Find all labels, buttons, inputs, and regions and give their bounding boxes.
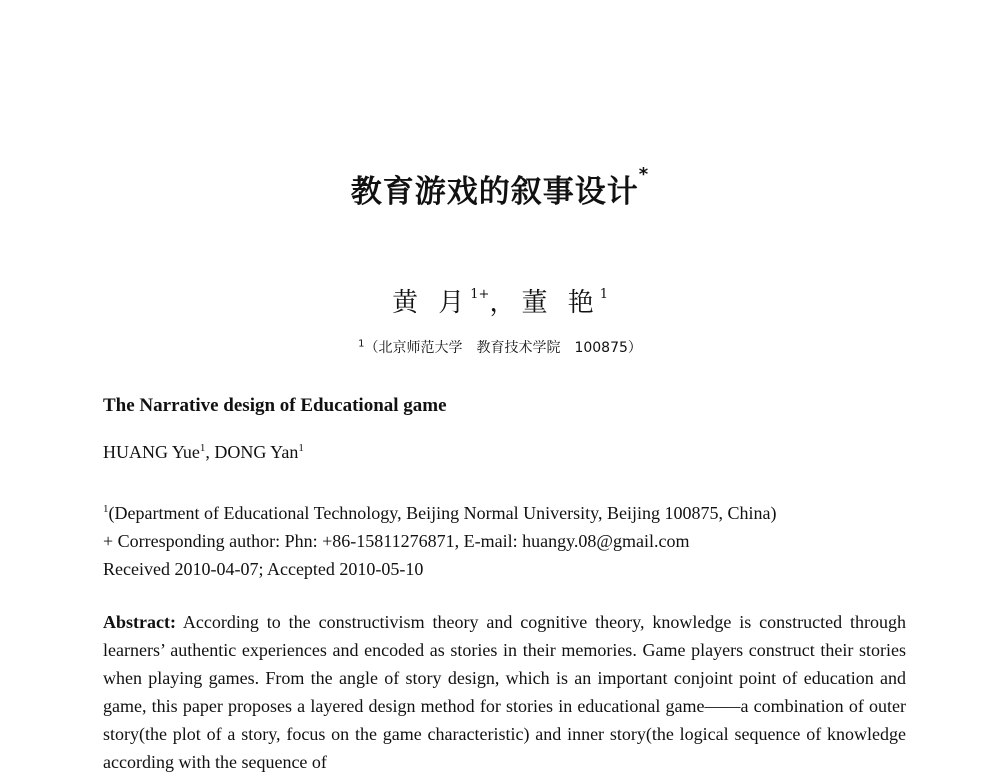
title-zh-text: 教育游戏的叙事设计 — [350, 174, 639, 210]
affiliation-en-text: (Department of Educational Technology, Beijing Normal University, Beijing 100875, China) — [108, 503, 777, 523]
author-zh-separator: ， — [489, 288, 522, 318]
title-footnote-marker: * — [638, 164, 650, 185]
authors-zh — [0, 282, 1000, 319]
paper-title-en: The Narrative design of Educational game — [103, 395, 447, 416]
author-en-name: DONG Yan — [214, 442, 299, 462]
abstract-label: Abstract: — [103, 612, 176, 632]
affiliation-zh-open: （ — [364, 340, 379, 356]
paper-title-zh — [0, 166, 1000, 211]
affiliation-zh-school: 教育技术学院 — [476, 340, 561, 356]
author-zh-name: 董 艳 — [521, 288, 600, 318]
author-en-separator: , — [205, 442, 215, 462]
author-zh-name: 黄 月 — [392, 288, 471, 318]
affiliation-zh-close: ） — [627, 340, 642, 356]
affiliation-en-sup: 1 — [103, 503, 109, 515]
abstract — [103, 608, 906, 776]
affiliation-en — [103, 495, 776, 527]
affiliation-zh-sup: 1 — [358, 338, 365, 350]
author-zh-sup: 1+ — [470, 287, 490, 303]
received-dates: Received 2010-04-07; Accepted 2010-05-10 — [103, 559, 424, 579]
author-en-sup: 1 — [199, 442, 206, 454]
author-zh-sup: 1 — [599, 287, 608, 303]
author-en-name: HUANG Yue — [103, 442, 200, 462]
author-en-sup: 1 — [298, 442, 304, 454]
author-info — [103, 495, 776, 583]
affiliation-zh-postcode: 100875 — [574, 340, 628, 356]
affiliation-zh-university: 北京师范大学 — [378, 340, 463, 356]
affiliation-zh — [0, 337, 1000, 357]
authors-en — [103, 442, 304, 463]
abstract-text: According to the constructivism theory and cognitive theory, knowledge is constructed through learners’ authentic experiences and encoded as stories in their memories. Game players construct their stories when playing games. From the angle of story design, which is an important conjoint point of education and game, this paper proposes a layered design method for stories in educational game——a combination of outer story(the plot of a story, focus on the game characteristic) and inner story(the logical sequence of knowledge according with the sequence of — [103, 612, 907, 772]
corresponding-author: + Corresponding author: Phn: +86-15811276871, E-mail: huangy.08@gmail.com — [103, 531, 690, 551]
